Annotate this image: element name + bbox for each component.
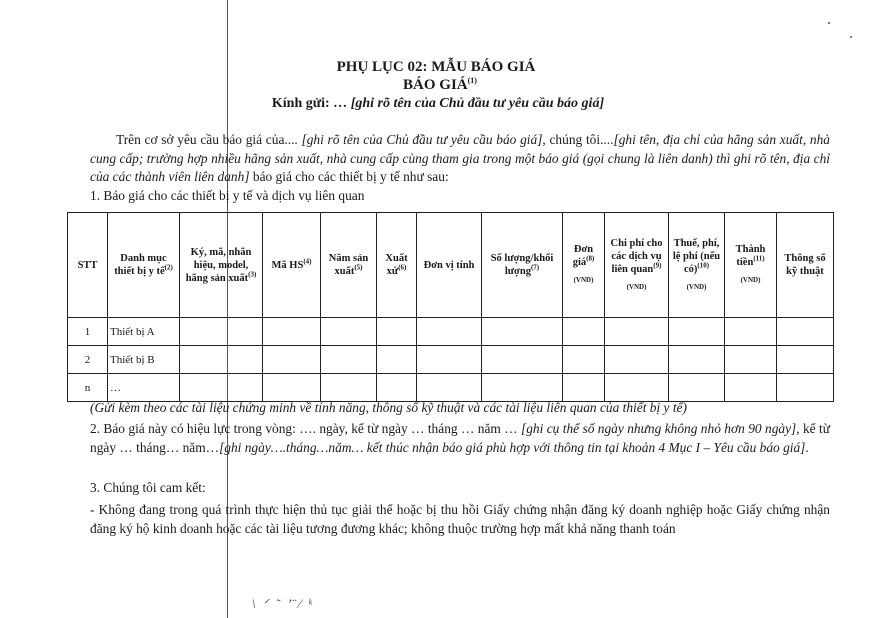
footnote-ref: (6) [398,263,407,272]
scan-scribble-mark: \ ᐟ ˜ ʼ̈ ⁄ ᵏ [252,596,314,611]
column-header-label: Thuế, phí, lệ phí (nếu có) [672,237,721,275]
column-header-label: STT [77,259,98,271]
footnote-ref: (2) [164,263,173,272]
column-unit: (VND) [573,276,594,284]
column-header [605,213,669,318]
column-header [417,213,482,318]
footnote-ref: (4) [303,257,312,265]
column-header-label: Năm sản xuất [328,253,369,277]
footnote-ref: (7) [530,263,540,272]
footnote-ref: (8) [586,254,595,263]
item-name-cell: Thiết bị A [108,318,180,346]
row-number-cell: 2 [68,346,108,374]
column-header [777,213,834,318]
empty-cell [321,318,377,346]
empty-cell [605,346,669,374]
empty-cell [377,318,417,346]
empty-cell [669,374,725,402]
empty-cell [669,346,725,374]
item-name-cell: Thiết bị B [108,346,180,374]
row-number-cell: n [68,374,108,402]
empty-cell [563,374,605,402]
addressee-line: Kính gửi: … [ghi rõ tên của Chủ đầu tư yêu cầu báo giá] [271,96,605,111]
column-header [725,213,777,318]
column-header-label: Số lượng/khối lượng [490,253,554,277]
empty-cell [180,374,263,402]
empty-cell [417,346,482,374]
empty-cell [321,374,377,402]
quote-table [67,212,834,402]
column-header [108,213,180,318]
column-header [563,213,605,318]
column-unit: (VND) [740,276,761,284]
empty-cell [777,346,834,374]
empty-cell [180,318,263,346]
intro-paragraph: Trên cơ sở yêu cầu báo giá của.... [ghi rõ tên của Chủ đầu tư yêu cầu báo giá], chúng tôi....[ghi tên, địa chỉ của hãng sản xuất, nhà cung cấp; trường hợp nhiều hãng sản xuất, nhà cung cấp cùng tham gia trong một báo giá (gọi chung là liên danh) thì ghi rõ tên, địa chỉ của các thành viên liên danh] báo giá cho các thiết bị y tế như sau: [90,132,830,184]
table-body [68,318,834,402]
column-unit: (VND) [626,282,647,291]
commitment-paragraph: - Không đang trong quá trình thực hiện thủ tục giải thể hoặc bị thu hồi Giấy chứng nhận đăng ký doanh nghiệp hoặc Giấy chứng nhận đăng ký hộ kinh doanh hoặc các tài liệu tương đương khác; không thuộc trường hợp mất khả năng thanh toán [90,502,830,536]
column-header [321,213,377,318]
column-header-label: Thông số kỹ thuật [784,253,826,277]
table-row [68,346,834,374]
empty-cell [180,346,263,374]
column-header [68,213,108,318]
footnote-ref: (9) [653,261,662,269]
scan-speck [850,36,852,38]
column-header [669,213,725,318]
item-name-cell: … [108,374,180,402]
section-2-paragraph: 2. Báo giá này có hiệu lực trong vòng: …. ngày, kể từ ngày … tháng … năm … [ghi cụ thể số ngày nhưng không nhỏ hơn 90 ngày], kể từ ngày … tháng… năm…[ghi ngày….tháng…năm… kết thúc nhận báo giá phù hợp với thông tin tại khoản 4 Mục I – Yêu cầu báo giá]. [90,421,830,455]
table-header-row [68,213,834,318]
empty-cell [263,374,321,402]
footnote-ref: (10) [697,261,710,269]
column-header-label: Chi phí cho các dịch vụ liên quan [610,237,663,275]
column-header [263,213,321,318]
table-row [68,318,834,346]
empty-cell [263,318,321,346]
empty-cell [377,374,417,402]
column-unit: (VND) [686,282,707,291]
empty-cell [669,318,725,346]
quote-title: BÁO GIÁ$^{(1)}$ [403,76,477,93]
table-row [68,374,834,402]
empty-cell [725,318,777,346]
table-note: (Gửi kèm theo các tài liệu chứng minh về tính năng, thông số kỹ thuật và các tài liệu liên quan của thiết bị y tế) [90,400,687,415]
empty-cell [377,346,417,374]
column-header [482,213,563,318]
column-header-label: Mã HS [271,259,304,271]
column-header-label: Danh mục thiết bị y tế [114,253,167,277]
footnote-ref: (1) [467,76,477,85]
empty-cell [725,374,777,402]
empty-cell [605,374,669,402]
column-header [180,213,263,318]
empty-cell [482,374,563,402]
empty-cell [777,374,834,402]
column-header-label: Xuất xứ [385,253,408,277]
empty-cell [482,346,563,374]
column-header-label: Đơn giá [572,244,594,268]
scan-speck [828,22,830,24]
footnote-ref: (3) [248,270,257,278]
empty-cell [263,346,321,374]
empty-cell [725,346,777,374]
empty-cell [417,318,482,346]
column-header [377,213,417,318]
column-header-label: Thành tiền [735,244,766,268]
footnote-ref: (11) [753,254,765,263]
empty-cell [605,318,669,346]
empty-cell [321,346,377,374]
appendix-title: PHỤ LỤC 02: MẪU BÁO GIÁ [336,59,536,75]
footnote-ref: (5) [354,263,363,272]
column-header-label: Ký, mã, nhãn hiệu, model, hãng sản xuất [185,246,252,284]
empty-cell [417,374,482,402]
section-3-heading: 3. Chúng tôi cam kết: [90,480,206,495]
empty-cell [777,318,834,346]
row-number-cell: 1 [68,318,108,346]
empty-cell [482,318,563,346]
empty-cell [563,318,605,346]
section-1-heading: 1. Báo giá cho các thiết bị y tế và dịch vụ liên quan [90,188,365,203]
column-header-label: Đơn vị tính [423,259,475,271]
empty-cell [563,346,605,374]
